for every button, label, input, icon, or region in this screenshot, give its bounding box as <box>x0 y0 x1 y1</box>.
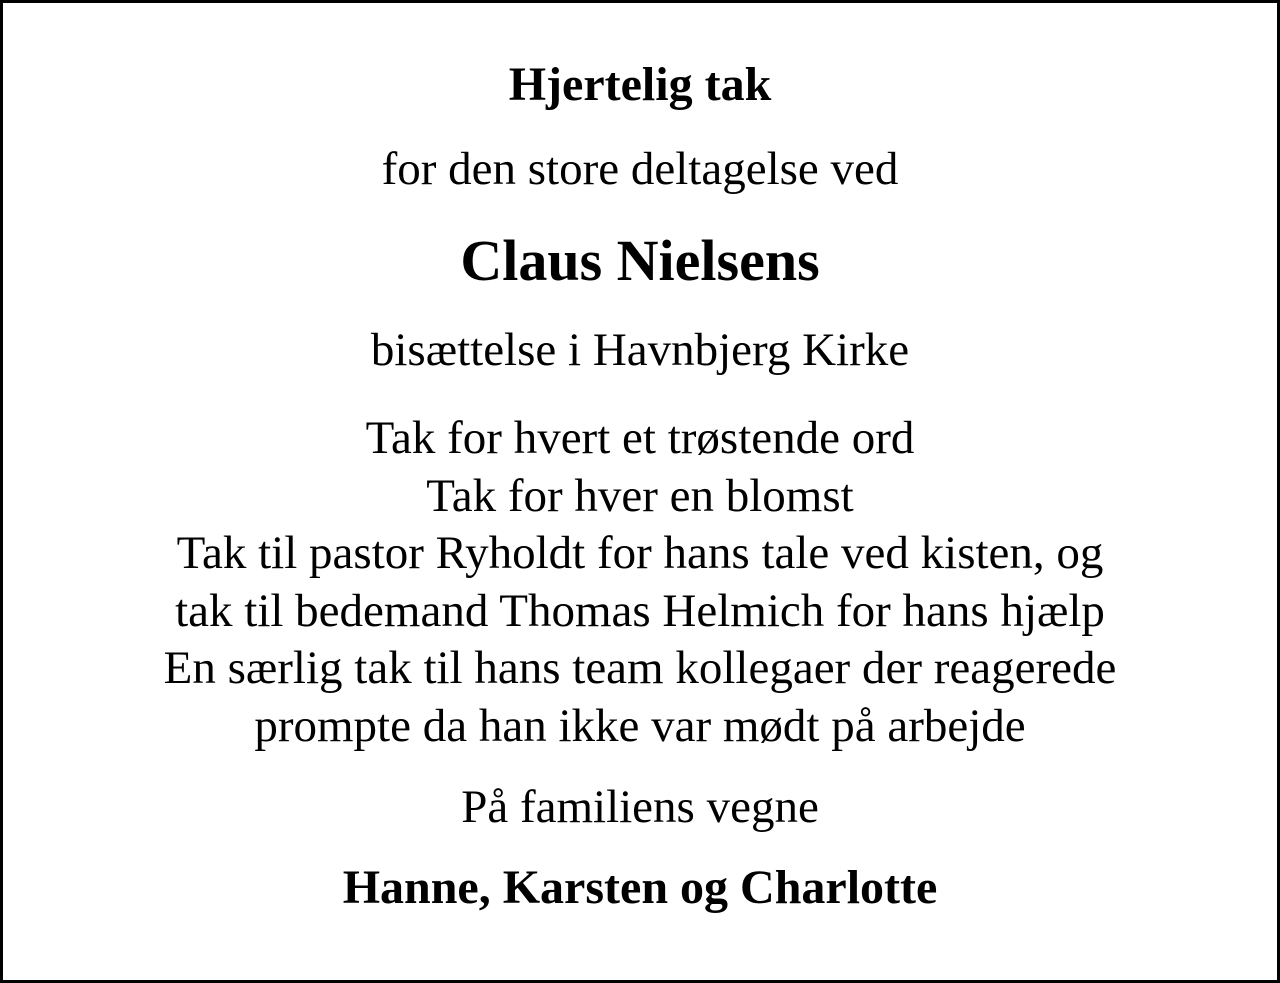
on-behalf-line: På familiens vegne <box>461 781 819 833</box>
deceased-name: Claus Nielsens <box>460 228 820 293</box>
thanks-line: Tak for hvert et trøstende ord <box>365 412 915 464</box>
thanks-line: En særlig tak til hans team kollegaer der reagerede <box>163 642 1117 695</box>
ceremony-line: bisættelse i Havnbjerg Kirke <box>370 324 910 376</box>
thanks-paragraph <box>3 410 1277 756</box>
notice-intro: for den store deltagelse ved <box>381 143 899 195</box>
notice-heading: Hjertelig tak <box>508 58 772 111</box>
thanks-line: prompte da han ikke var mødt på arbejde <box>254 699 1026 752</box>
signers: Hanne, Karsten og Charlotte <box>342 861 938 914</box>
thanks-line: Tak for hver en blomst <box>426 469 854 522</box>
thanks-line: Tak til pastor Ryholdt for hans tale ved kisten, og <box>176 527 1104 580</box>
thanks-line: tak til bedemand Thomas Helmich for hans hjælp <box>175 584 1105 637</box>
